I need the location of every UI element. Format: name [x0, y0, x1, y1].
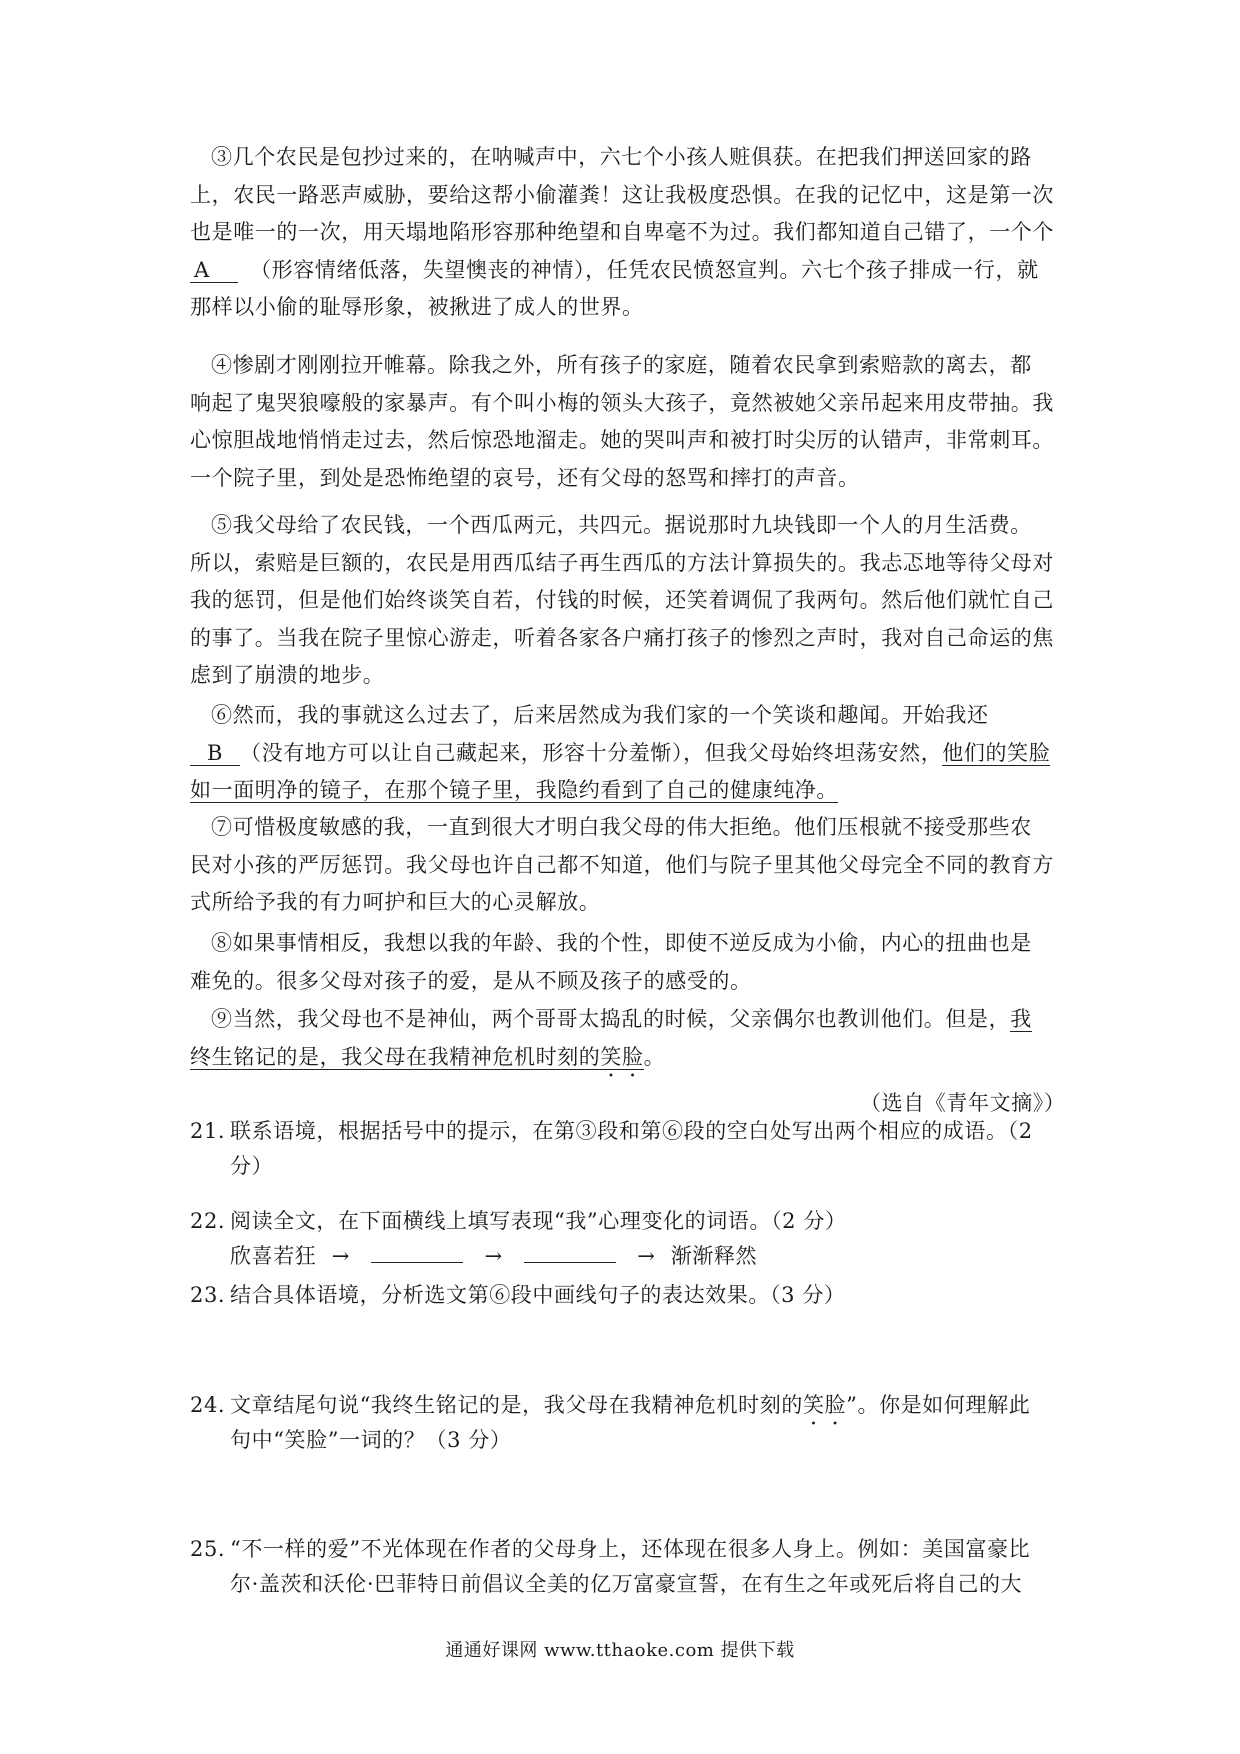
arrow-icon: →: [637, 1244, 656, 1268]
answer-blank-1[interactable]: [371, 1262, 463, 1263]
q24-text-a: 文章结尾句说“我终生铭记的是，我父母在我精神危机时刻的: [230, 1393, 803, 1417]
p9-end: 。: [643, 1044, 666, 1069]
emphasis-char-1: 笑: [600, 1044, 623, 1069]
q24-text-b: ”。你是如何理解此: [846, 1393, 1031, 1417]
q25-number: 25.: [190, 1537, 226, 1561]
q22-text: 阅读全文，在下面横线上填写表现“我”心理变化的词语。（2 分）: [230, 1209, 847, 1233]
p4-line-1: ④惨剧才刚刚拉开帷幕。除我之外，所有孩子的家庭，随着农民拿到索赔款的离去，都: [211, 353, 1032, 377]
question-24: [190, 1388, 1070, 1458]
p7-line-2: 民对小孩的严厉惩罚。我父母也许自己都不知道，他们与院子里其他父母完全不同的教育方: [190, 852, 1054, 877]
q22-number: 22.: [190, 1209, 226, 1233]
question-21: [190, 1114, 1070, 1184]
p4-line-2: 响起了鬼哭狼嚎般的家暴声。有个叫小梅的领头大孩子，竟然被她父亲吊起来用皮带抽。我: [190, 390, 1054, 415]
p8-line-2: 难免的。很多父母对孩子的爱，是从不顾及孩子的感受的。: [190, 968, 752, 993]
p5-line-4: 的事了。当我在院子里惊心游走，听着各家各户痛打孩子的惨烈之声时，我对自己命运的焦: [190, 625, 1054, 650]
emotion-end: 渐渐释然: [670, 1244, 758, 1268]
q25-text-cont: 尔·盖茨和沃伦·巴菲特日前倡议全美的亿万富豪宣誓，在有生之年或死后将自己的大: [230, 1572, 1023, 1596]
paragraph-6: [190, 697, 1060, 810]
p3-line-5: 那样以小偷的耻辱形象，被揪进了成人的世界。: [190, 295, 644, 320]
p3-line-3: 也是唯一的一次，用天塌地陷形容那种绝望和自卑毫不为过。我们都知道自己错了，一个个: [190, 220, 1054, 245]
question-23: [190, 1278, 1070, 1313]
arrow-icon: →: [331, 1244, 350, 1268]
p9-underlined-text: 终生铭记的是，我父母在我精神危机时刻的: [190, 1044, 601, 1069]
q21-number: 21.: [190, 1119, 226, 1143]
underlined-sentence-part-1: 他们的笑脸: [942, 740, 1051, 765]
paragraph-3: [190, 139, 1060, 327]
paragraph-4: [190, 347, 1060, 497]
emotion-start: 欣喜若狂: [230, 1244, 317, 1268]
q23-number: 23.: [190, 1283, 226, 1307]
q21-text: 联系语境，根据括号中的提示，在第③段和第⑥段的空白处写出两个相应的成语。（2: [230, 1119, 1033, 1143]
q23-text: 结合具体语境，分析选文第⑥段中画线句子的表达效果。（3 分）: [230, 1283, 846, 1307]
p5-line-2: 所以，索赔是巨额的，农民是用西瓜结子再生西瓜的方法计算损失的。我忐忑地等待父母对: [190, 550, 1054, 575]
p4-line-3: 心惊胆战地悄悄走过去，然后惊恐地溜走。她的哭叫声和被打时尖厉的认错声，非常刺耳。: [190, 428, 1054, 453]
blank-b[interactable]: B: [190, 741, 240, 766]
p5-line-1: ⑤我父母给了农民钱，一个西瓜两元，共四元。据说那时九块钱即一个人的月生活费。: [211, 513, 1032, 537]
emphasis-char-2: 脸: [622, 1044, 644, 1069]
paragraph-7: [190, 809, 1060, 922]
q24-emphasis-char-2: 脸: [824, 1393, 847, 1417]
p6-line-2: （没有地方可以让自己藏起来，形容十分羞惭），但我父母始终坦荡安然，: [240, 740, 943, 765]
p9-underline-start: 我: [1010, 1007, 1032, 1031]
question-22: [190, 1204, 1070, 1239]
q24-text-cont: 句中“笑脸”一词的？（3 分）: [230, 1428, 512, 1452]
blank-a[interactable]: A: [190, 258, 238, 283]
p3-line-4: （形容情绪低落，失望懊丧的神情），任凭农民愤怒宣判。六七个孩子排成一行，就: [250, 257, 1039, 282]
arrow-icon: →: [484, 1244, 503, 1268]
q21-text-cont: 分）: [230, 1154, 274, 1178]
p8-line-1: ⑧如果事情相反，我想以我的年龄、我的个性，即使不逆反成为小偷，内心的扭曲也是: [211, 931, 1032, 955]
p4-line-4: 一个院子里，到处是恐怖绝望的哀号，还有父母的怒骂和摔打的声音。: [190, 465, 860, 490]
p5-line-3: 我的惩罚，但是他们始终谈笑自若，付钱的时候，还笑着调侃了我两句。然后他们就忙自己: [190, 588, 1054, 613]
q24-emphasis-char-1: 笑: [802, 1393, 825, 1417]
p6-line-1: ⑥然而，我的事就这么过去了，后来居然成为我们家的一个笑谈和趣闻。开始我还: [211, 703, 989, 727]
p7-line-1: ⑦可惜极度敏感的我，一直到很大才明白我父母的伟大拒绝。他们压根就不接受那些农: [211, 815, 1032, 839]
paragraph-8: [190, 925, 1060, 1000]
p3-line-2: 上，农民一路恶声威胁，要给这帮小偷灌粪！这让我极度恐惧。在我的记忆中，这是第一次: [190, 182, 1054, 207]
source-citation: （选自《青年文摘》）: [860, 1091, 1066, 1115]
p3-line-1: ③几个农民是包抄过来的，在呐喊声中，六七个小孩人赃俱获。在把我们押送回家的路: [211, 145, 1032, 169]
paragraph-9: [190, 1001, 1060, 1076]
q24-number: 24.: [190, 1393, 226, 1417]
paragraph-5: [190, 507, 1060, 695]
page-footer: 通通好课网 www.tthaoke.com 提供下载: [445, 1640, 795, 1661]
q25-text: “不一样的爱”不光体现在作者的父母身上，还体现在很多人身上。例如：美国富豪比: [230, 1537, 1031, 1561]
answer-blank-2[interactable]: [524, 1262, 616, 1263]
p9-line-1: ⑨当然，我父母也不是神仙，两个哥哥太捣乱的时候，父亲偶尔也教训他们。但是，: [211, 1007, 1011, 1031]
question-25: [190, 1532, 1070, 1602]
emotion-sequence: [230, 1240, 757, 1270]
p7-line-3: 式所给予我的有力呵护和巨大的心灵解放。: [190, 890, 601, 915]
underlined-sentence-part-2: 如一面明净的镜子，在那个镜子里，我隐约看到了自己的健康纯净。: [190, 778, 838, 803]
p5-line-5: 虑到了崩溃的地步。: [190, 663, 385, 688]
